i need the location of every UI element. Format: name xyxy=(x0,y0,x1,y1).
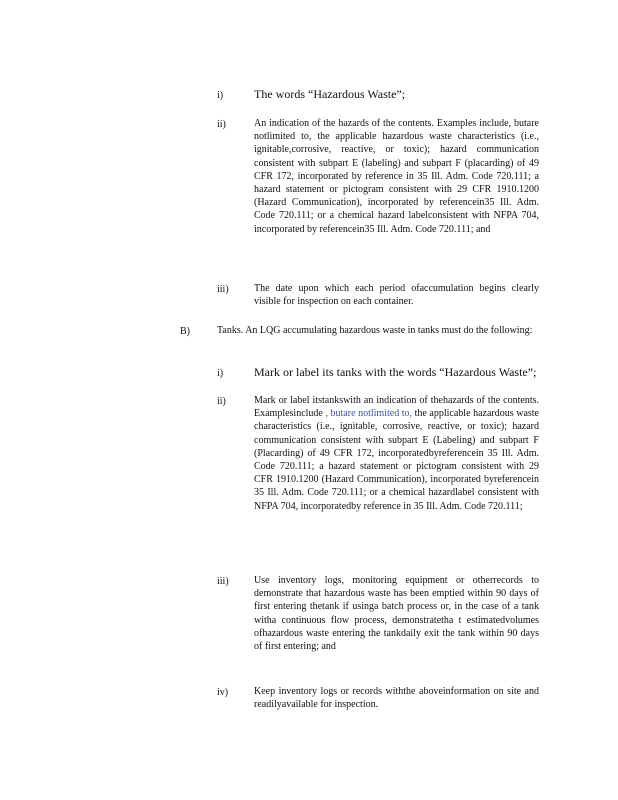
item-b-iii-text: Use inventory logs, monitoring equipment or otherrecords to demonstrate that hazardous waste has been emptied within 90 days of first entering thetank if usinga batch process or, in the case of a tank witha continuous flow process, demonstratetha t estimatedvolumes ofhazardous waste entering the tankdaily exit the tank within 90 days of first entering; and xyxy=(254,575,539,653)
item-b-ii-text-highlight: , butare notlimited to, xyxy=(325,408,413,420)
item-b-ii-text-after: the applicable hazardous waste characteristics (i.e., ignitable, corrosive, reactive, or toxic); hazard communication consistent with subpart E (Labeling) and subpart F (Placarding) of 49 CFR 172, incorporatedbyreferencein 35 Ill. Adm. Code 720.111; a hazard statement or pictogram consistent with 29 CFR 1910.1200 (Hazard Communication), incorporated byreferencein 35 Ill. Adm. Code 720.111; or a chemical hazardlabel consistent with NFPA 704, incorporatedby reference in 35 Ill. Adm. Code 720.111; xyxy=(254,408,539,512)
item-a-i-marker: i) xyxy=(217,90,224,101)
item-a-ii-marker: ii) xyxy=(217,119,226,130)
item-a-ii-text: An indication of the hazards of the contents. Examples include, butare notlimited to, the applicable hazardous waste characteristics (i.e., ignitable,corrosive, reactive, or toxic); hazard communication consistent with subpart E (labeling) and subpart F (placarding) of 49 CFR 172, incorporated by reference in 35 Ill. Adm. Code 720.111; a hazard statement or pictogram consistent with 29 CFR 1910.1200 (Hazard Communication), incorporated by referencein35 Ill. Adm. Code 720.111; or a chemical hazard labelconsistent with NFPA 704, incorporated by referencein35 Ill. Adm. Code 720.111; and xyxy=(254,118,539,235)
item-a-iii-text: The date upon which each period ofaccumulation begins clearly visible for inspection on each container. xyxy=(254,283,539,308)
item-b-iv-text: Keep inventory logs or records withthe aboveinformation on site and readilyavailable for inspection. xyxy=(254,686,539,711)
item-b-iv-marker: iv) xyxy=(217,687,229,698)
item-b-i-marker: i) xyxy=(217,368,224,379)
item-b-ii-text xyxy=(254,394,539,513)
item-a-iii-marker: iii) xyxy=(217,284,229,295)
section-b-intro: Tanks. An LQG accumulating hazardous waste in tanks must do the following: xyxy=(217,325,533,336)
item-b-iii-marker: iii) xyxy=(217,576,229,587)
section-b-marker: B) xyxy=(180,326,190,337)
item-a-i-text: The words “Hazardous Waste”; xyxy=(254,87,406,101)
item-b-i-text: Mark or label its tanks with the words “Hazardous Waste”; xyxy=(254,365,537,379)
item-b-ii-text-before: Mark or label itstankswith an indication of thehazards of the contents. Examplesinclude xyxy=(254,395,539,420)
item-b-ii-marker: ii) xyxy=(217,396,226,407)
